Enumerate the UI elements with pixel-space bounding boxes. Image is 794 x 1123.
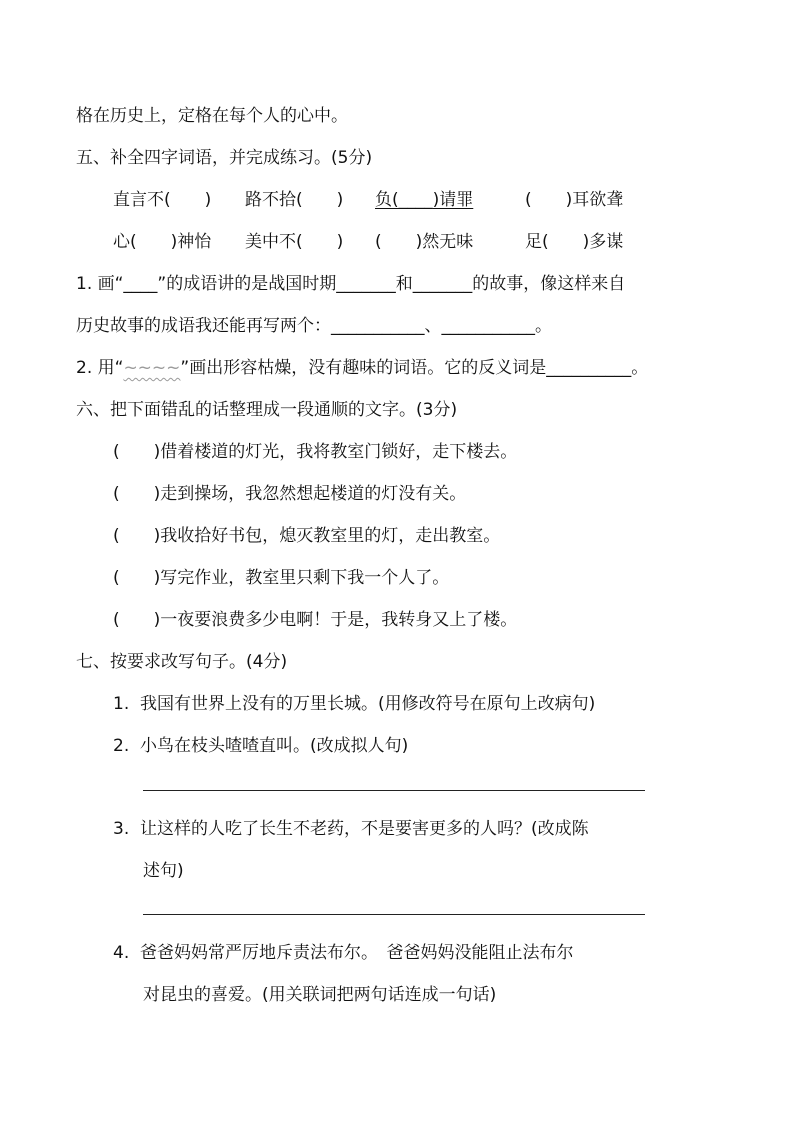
rewrite-question-1: 1. 我国有世界上没有的万里长城。(用修改符号在原句上改病句) (113, 694, 596, 714)
rewrite-question-4-line1: 4. 爸爸妈妈常严厉地斥责法布尔。 爸爸妈妈没能阻止法布尔 (113, 943, 574, 963)
order-item-4[interactable]: ( )写完作业，教室里只剩下我一个人了。 (113, 568, 450, 588)
sec5-question-2: 2. 用“~~~~”画出形容枯燥，没有趣味的词语。它的反义词是__________。 (76, 358, 649, 378)
idiom-blank-7[interactable]: ( )然无味 (375, 232, 474, 252)
idiom-blank-6[interactable]: 美中不( ) (245, 232, 344, 252)
rewrite-question-4-line2: 对昆虫的喜爱。(用关联词把两句话连成一句话) (143, 985, 497, 1005)
idiom-blank-5[interactable]: 心( )神怡 (113, 232, 212, 252)
rewrite-question-3-line2: 述句) (143, 861, 184, 881)
rewrite-question-2: 2. 小鸟在枝头喳喳直叫。(改成拟人句) (113, 736, 409, 756)
section-7-heading: 七、按要求改写句子。(4分) (76, 652, 288, 672)
order-item-5[interactable]: ( )一夜要浪费多少电啊！于是，我转身又上了楼。 (113, 610, 518, 630)
idiom-blank-4[interactable]: ( )耳欲聋 (525, 190, 624, 210)
sec5-question-1-line1: 1. 画“____”的成语讲的是战国时期_______和_______的故事，像这样来自 (76, 274, 626, 294)
idiom-blank-3[interactable] (375, 189, 473, 211)
idiom-blank-8[interactable]: 足( )多谋 (525, 232, 624, 252)
idiom-blank-2[interactable]: 路不拾( ) (245, 190, 344, 210)
section-5-heading: 五、补全四字词语，并完成练习。(5分) (76, 148, 373, 168)
answer-line-2[interactable] (143, 790, 645, 791)
sec5-question-1-line2: 历史故事的成语我还能再写两个：___________、___________。 (76, 316, 552, 336)
order-item-2[interactable]: ( )走到操场，我忽然想起楼道的灯没有关。 (113, 484, 467, 504)
answer-line-3[interactable] (143, 914, 645, 915)
order-item-3[interactable]: ( )我收拾好书包，熄灭教室里的灯，走出教室。 (113, 526, 501, 546)
idiom-underlined: 负(____)请罪 (375, 190, 474, 210)
idiom-blank-1[interactable]: 直言不( ) (113, 190, 212, 210)
intro-tail-text: 格在历史上，定格在每个人的心中。 (76, 106, 348, 126)
rewrite-question-3-line1: 3. 让这样的人吃了长生不老药，不是要害更多的人吗？(改成陈 (113, 819, 589, 839)
wavy-line-mark: ~~~~ (123, 358, 181, 378)
section-6-heading: 六、把下面错乱的话整理成一段通顺的文字。(3分) (76, 400, 458, 420)
order-item-1[interactable]: ( )借着楼道的灯光，我将教室门锁好，走下楼去。 (113, 442, 518, 462)
